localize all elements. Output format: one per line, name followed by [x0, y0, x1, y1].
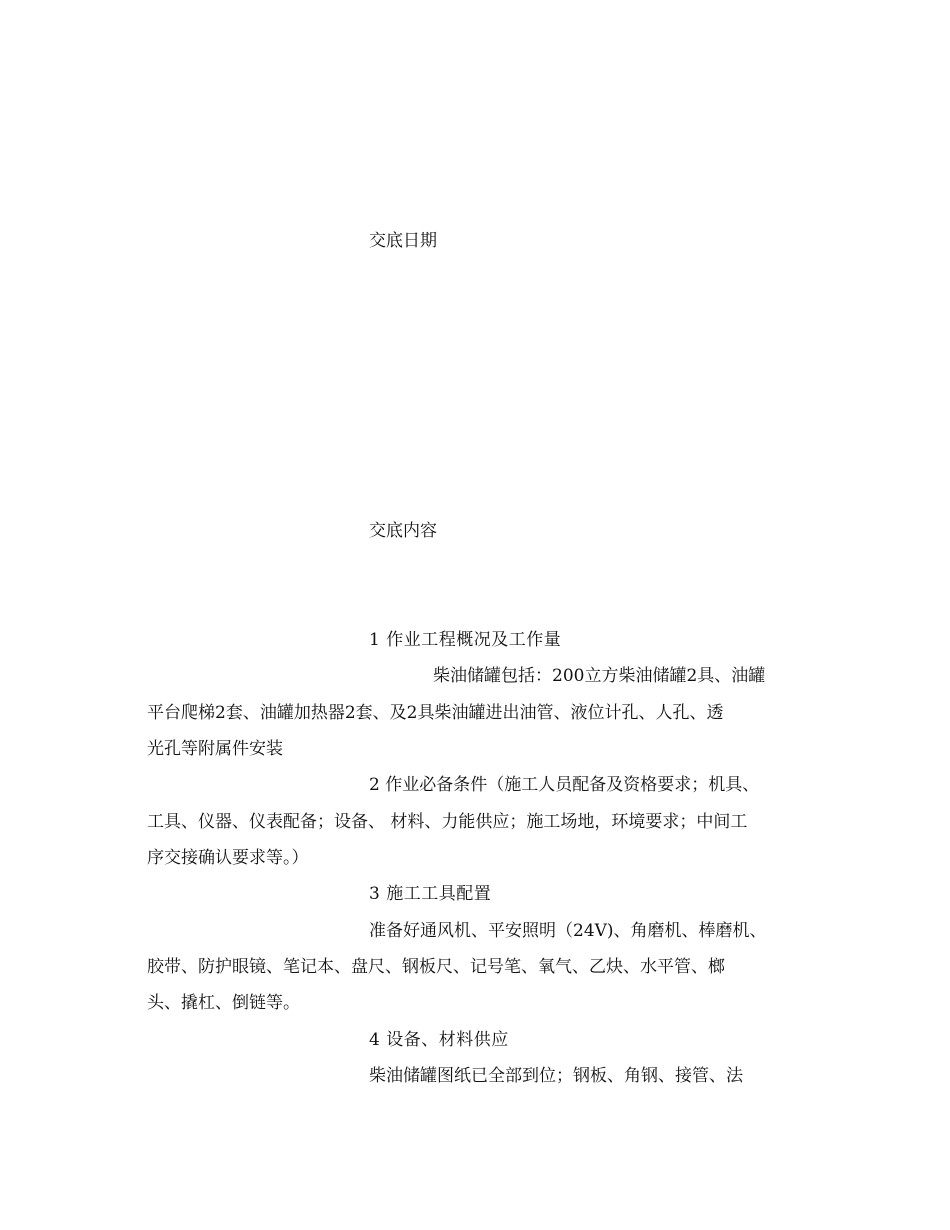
section-2-heading-line-2: 工具、仪器、仪表配备；设备、 材料、力能供应；施工场地，环境要求；中间工 [147, 812, 748, 832]
section-4-heading: 4 设备、材料供应 [369, 1030, 509, 1050]
section-1-line-2: 平台爬梯2套、油罐加热器2套、及2具柴油罐进出油管、液位计孔、人孔、透 [147, 703, 724, 723]
section-1-line-3: 光孔等附属件安装 [147, 739, 283, 759]
section-3-line-3: 头、撬杠、倒链等。 [147, 993, 300, 1013]
section-3-heading: 3 施工工具配置 [369, 884, 492, 904]
section-4-line-1: 柴油储罐图纸已全部到位；钢板、角钢、接管、法 [369, 1066, 743, 1086]
section-1-line-1: 柴油储罐包括：200立方柴油储罐2具、油罐 [433, 666, 766, 686]
section-3-line-1: 准备好通风机、平安照明（24V)、角磨机、棒磨机、 [369, 921, 767, 941]
section-3-line-2: 胶带、防护眼镜、笔记本、盘尺、钢板尺、记号笔、氧气、乙炔、水平管、榔 [147, 957, 725, 977]
section-2-heading-line-3: 序交接确认要求等。） [147, 848, 309, 868]
section-1-heading: 1 作业工程概况及工作量 [369, 630, 562, 650]
date-label: 交底日期 [369, 231, 437, 251]
section-2-heading-line-1: 2 作业必备条件（施工人员配备及资格要求；机具、 [369, 775, 760, 795]
content-label: 交底内容 [369, 521, 437, 541]
